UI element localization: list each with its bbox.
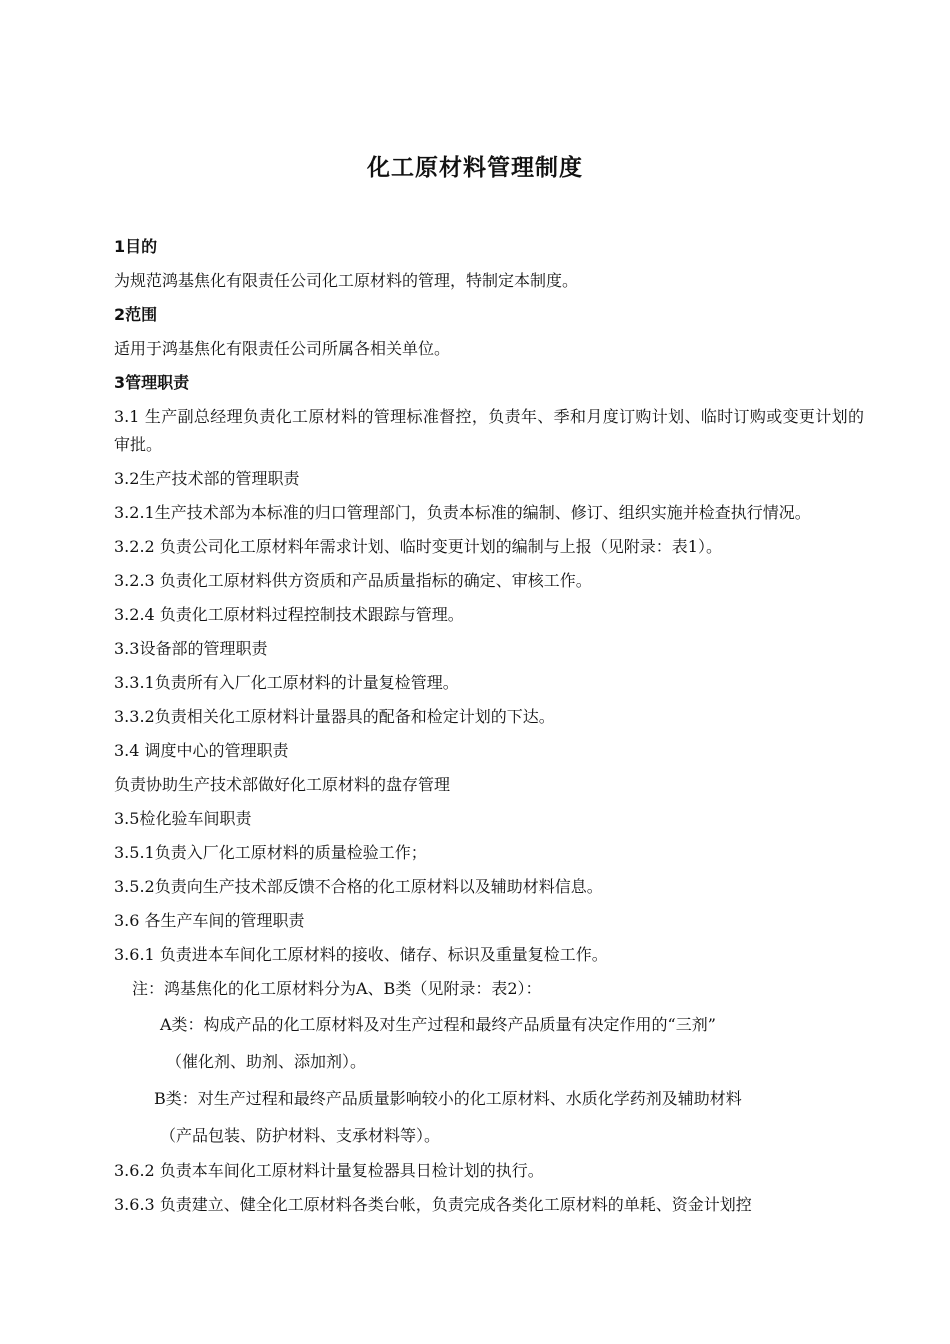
paragraph-3-2-1: 3.2.1生产技术部为本标准的归口管理部门，负责本标准的编制、修订、组织实施并检查执行情况。: [114, 503, 811, 522]
paragraph-3-6-2: 3.6.2 负责本车间化工原材料计量复检器具日检计划的执行。: [114, 1161, 544, 1180]
paragraph-3-4-text: 负责协助生产技术部做好化工原材料的盘存管理: [114, 775, 451, 794]
document-title: 化工原材料管理制度: [367, 155, 583, 181]
paragraph-3-3-1: 3.3.1负责所有入厂化工原材料的计量复检管理。: [114, 673, 459, 692]
paragraph-3-1: 3.1 生产副总经理负责化工原材料的管理标准督控，负责年、季和月度订购计划、临时订购或变更计划的审批。: [114, 407, 864, 454]
paragraph-3-5: 3.5检化验车间职责: [114, 809, 252, 828]
section-1-text: 为规范鸿基焦化有限责任公司化工原材料的管理，特制定本制度。: [114, 271, 579, 290]
section-2-text: 适用于鸿基焦化有限责任公司所属各相关单位。: [114, 339, 451, 358]
paragraph-3-5-1: 3.5.1负责入厂化工原材料的质量检验工作；: [114, 843, 427, 862]
paragraph-3-2-4: 3.2.4 负责化工原材料过程控制技术跟踪与管理。: [114, 605, 464, 624]
section-3-heading: 3管理职责: [114, 373, 190, 392]
paragraph-3-3: 3.3设备部的管理职责: [114, 639, 268, 658]
document-body: [114, 230, 864, 1222]
paragraph-3-6: 3.6 各生产车间的管理职责: [114, 911, 305, 930]
paragraph-3-2-2: 3.2.2 负责公司化工原材料年需求计划、临时变更计划的编制与上报（见附录：表1）。: [114, 537, 722, 556]
class-b-continuation: （产品包装、防护材料、支承材料等）。: [160, 1126, 441, 1145]
class-a-definition: A类：构成产品的化工原材料及对生产过程和最终产品质量有决定作用的“三剂”: [160, 1015, 716, 1034]
paragraph-3-6-1: 3.6.1 负责进本车间化工原材料的接收、储存、标识及重量复检工作。: [114, 945, 608, 964]
section-2-heading: 2范围: [114, 305, 158, 324]
class-a-continuation: （催化剂、助剂、添加剂）。: [166, 1052, 367, 1071]
paragraph-3-3-2: 3.3.2负责相关化工原材料计量器具的配备和检定计划的下达。: [114, 707, 555, 726]
paragraph-3-4: 3.4 调度中心的管理职责: [114, 741, 289, 760]
class-b-definition: B类：对生产过程和最终产品质量影响较小的化工原材料、水质化学药剂及辅助材料: [154, 1089, 742, 1108]
paragraph-3-6-3: 3.6.3 负责建立、健全化工原材料各类台帐，负责完成各类化工原材料的单耗、资金计划控: [114, 1195, 752, 1214]
section-1-heading: 1目的: [114, 237, 158, 256]
classification-note: 注：鸿基焦化的化工原材料分为A、B类（见附录：表2）：: [132, 979, 542, 998]
paragraph-3-2: 3.2生产技术部的管理职责: [114, 469, 300, 488]
paragraph-3-5-2: 3.5.2负责向生产技术部反馈不合格的化工原材料以及辅助材料信息。: [114, 877, 603, 896]
paragraph-3-2-3: 3.2.3 负责化工原材料供方资质和产品质量指标的确定、审核工作。: [114, 571, 592, 590]
